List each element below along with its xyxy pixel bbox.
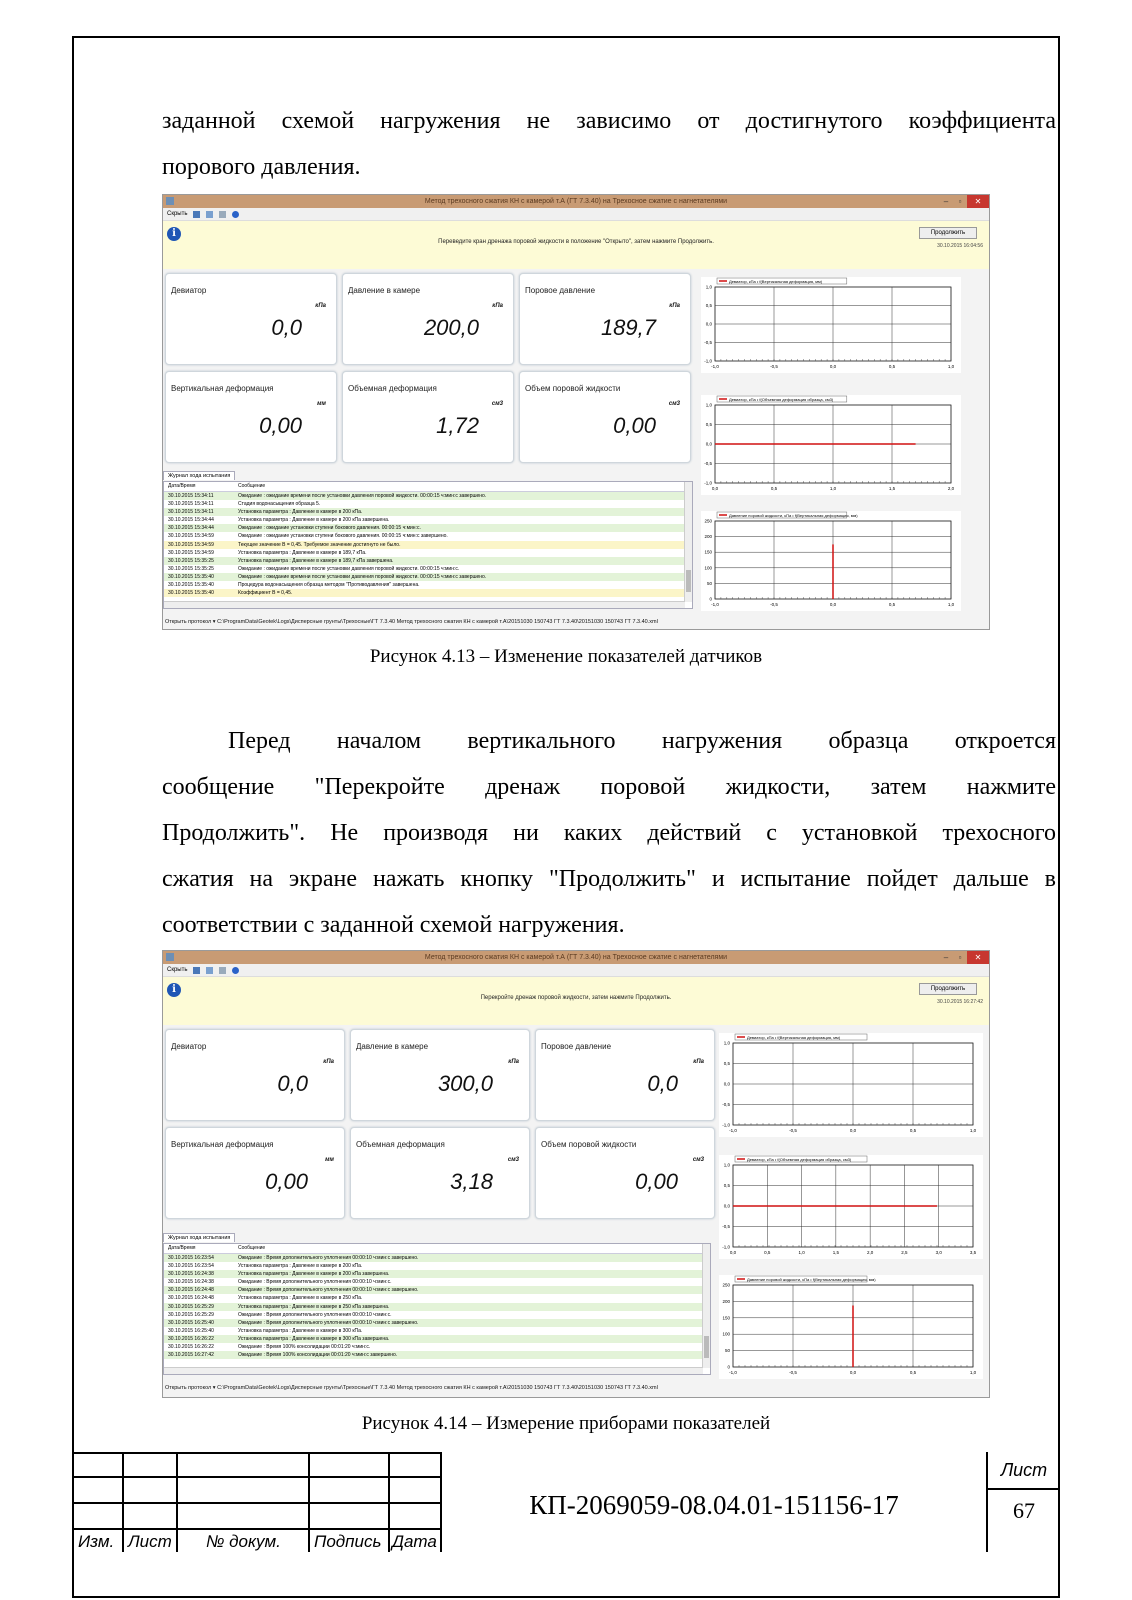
list-label: Лист — [128, 1532, 172, 1551]
message-time: 30.10.2015 16:04:56 — [937, 243, 983, 249]
event-log — [163, 481, 693, 609]
document-code: КП-2069059-08.04.01-151156-17 — [529, 1490, 899, 1520]
table-icon[interactable] — [206, 967, 213, 974]
window-titlebar — [163, 195, 989, 208]
message-bar — [163, 977, 989, 1025]
x-tick-label: -1,0 — [729, 1128, 737, 1133]
x-tick-label: 0,0 — [849, 1370, 857, 1375]
log-message: Установка параметра : Давление в камере в 250 кПа. — [238, 1295, 363, 1302]
log-row[interactable] — [164, 1303, 710, 1311]
sensor-unit: см3 — [491, 400, 503, 407]
sensor-unit: кПа — [315, 302, 326, 309]
log-date: 30.10.2015 15:34:44 — [168, 525, 214, 532]
x-tick-label: 0,0 — [829, 602, 837, 607]
log-date: 30.10.2015 15:35:40 — [168, 573, 214, 580]
chart-2 — [701, 395, 961, 495]
log-row[interactable] — [164, 524, 692, 532]
log-message: Установка параметра : Давление в камере в 189,7 кПа завершена. — [238, 557, 394, 564]
sensor-value: 0,0 — [277, 1070, 308, 1096]
log-message: Установка параметра : Давление в камере в 189,7 кПа. — [238, 549, 367, 556]
figure-1-screenshot — [162, 194, 990, 630]
hide-button[interactable]: Скрыть — [167, 967, 188, 973]
open-protocol-button[interactable]: Открыть протокол — [165, 1385, 212, 1391]
log-message: Установка параметра : Давление в камере в 200 кПа. — [238, 509, 363, 516]
log-date: 30.10.2015 16:25:29 — [168, 1311, 214, 1318]
log-message: Текущее значение В = 0,45. Требуемое значение достигнуто не было. — [238, 541, 401, 548]
sensor-label: Объем поровой жидкости — [541, 1140, 637, 1149]
y-tick-label: 100 — [704, 565, 712, 571]
sensor-label: Давление в камере — [356, 1042, 429, 1051]
log-date: 30.10.2015 16:25:40 — [168, 1319, 214, 1326]
log-row[interactable] — [164, 581, 692, 589]
x-tick-label: -1,0 — [729, 1370, 737, 1375]
log-message: Ожидание : ожидание времени после установки давления поровой жидкости. 00:00:15 ч:мин:с. — [238, 565, 460, 572]
log-row[interactable] — [164, 1351, 710, 1359]
sensor-tile — [535, 1029, 715, 1121]
log-row[interactable] — [164, 516, 692, 524]
log-row[interactable] — [164, 508, 692, 516]
log-date: 30.10.2015 15:34:11 — [168, 501, 214, 508]
log-message: Установка параметра : Давление в камере в 200 кПа завершена. — [238, 517, 390, 524]
sensor-unit: мм — [317, 400, 326, 407]
log-header — [164, 1244, 710, 1254]
log-date: 30.10.2015 16:27:42 — [168, 1352, 214, 1359]
log-scrollbar[interactable] — [684, 482, 692, 602]
chart-3 — [719, 1275, 983, 1379]
log-col-message: Сообщение — [238, 1245, 266, 1251]
x-tick-label: 2,0 — [947, 486, 955, 491]
sensor-label: Вертикальная деформация — [171, 384, 274, 393]
sensor-value: 0,00 — [635, 1168, 678, 1194]
log-row[interactable] — [164, 541, 692, 549]
table-icon[interactable] — [206, 211, 213, 218]
y-tick-label: 0 — [727, 1364, 730, 1370]
chart-svg — [701, 511, 961, 611]
y-tick-label: 0,0 — [705, 441, 712, 447]
y-tick-label: 50 — [724, 1348, 730, 1354]
sensor-value: 0,0 — [647, 1070, 678, 1096]
x-tick-label: -0,5 — [789, 1128, 797, 1133]
log-message: Ожидание : ожидание установки ступени бокового давления. 00:00:15 ч:мин:с завершено. — [238, 533, 448, 540]
toolbar — [163, 964, 989, 977]
log-date: 30.10.2015 15:34:59 — [168, 549, 214, 556]
title-block — [72, 1452, 1060, 1598]
y-tick-label: 1,0 — [723, 1162, 730, 1168]
text-line: порового давления. — [162, 154, 361, 180]
y-tick-label: 0,5 — [723, 1183, 730, 1188]
log-row[interactable] — [164, 1262, 710, 1270]
log-row[interactable] — [164, 1270, 710, 1278]
protocol-path-text: C:\ProgramData\Geotek\Logs\Дисперсные грунты\Трехосные\ГТ 7.3.40 Метод трехосного сжатия КН с камерой т.А\20151030 150743 ГТ 7.3.40\20151030 150743 ГТ 7.3.40.xml — [217, 619, 658, 625]
log-message: Стадия водонасыщения образца 5. — [238, 501, 321, 508]
legend-text: Давление поровой жидкости, кПа • f(Вертикальная деформация, мм) — [747, 1277, 876, 1282]
log-date: 30.10.2015 16:24:38 — [168, 1271, 214, 1278]
open-protocol-button[interactable]: Открыть протокол — [165, 619, 212, 625]
log-row[interactable] — [164, 549, 692, 557]
paragraph-1 — [162, 98, 1056, 190]
log-date: 30.10.2015 15:34:59 — [168, 533, 214, 540]
log-date: 30.10.2015 15:34:11 — [168, 493, 214, 499]
sensor-unit: кПа — [693, 1058, 704, 1065]
text-line: Продолжить". Не производя ни каких действий с установкой трехосного — [162, 820, 1056, 846]
log-date: 30.10.2015 16:24:48 — [168, 1287, 214, 1294]
message-text: Перекройте дренаж поровой жидкости, затем нажмите Продолжить. — [480, 995, 672, 1001]
log-row[interactable] — [164, 1319, 710, 1327]
log-message: Установка параметра : Давление в камере в 300 кПа. — [238, 1327, 363, 1334]
log-col-message: Сообщение — [238, 483, 266, 489]
sensor-value: 0,00 — [613, 412, 656, 438]
sensor-label: Девиатор — [171, 1042, 207, 1051]
sensor-unit: см3 — [507, 1156, 519, 1163]
sensor-value: 189,7 — [600, 314, 656, 340]
log-date: 30.10.2015 16:24:48 — [168, 1295, 214, 1302]
log-row[interactable] — [164, 1335, 710, 1343]
caption-2: Рисунок 4.14 – Измерение приборами показателей — [361, 1413, 771, 1434]
info-icon: i — [167, 983, 181, 997]
log-message: Ожидание : ожидание времени после установки давления поровой жидкости. 00:00:15 ч:мин:с завершено. — [238, 573, 487, 580]
log-date: 30.10.2015 16:23:54 — [168, 1255, 214, 1261]
log-message: Ожидание : Время 100% консолидации 00:01:20 ч:мин:с. — [238, 1344, 371, 1351]
protocol-path-text: C:\ProgramData\Geotek\Logs\Дисперсные грунты\Трехосные\ГТ 7.3.40 Метод трехосного сжатия КН с камерой т.А\20151030 150743 ГТ 7.3.40\20151030 150743 ГТ 7.3.40.xml — [217, 1385, 658, 1391]
x-tick-label: 3,0 — [935, 1250, 942, 1255]
x-tick-label: 0,0 — [711, 486, 719, 491]
y-tick-label: 1,0 — [705, 284, 712, 290]
log-row[interactable] — [164, 1254, 710, 1262]
log-row[interactable] — [164, 1311, 710, 1319]
log-row[interactable] — [164, 492, 692, 500]
log-header — [164, 482, 692, 492]
chart-3 — [701, 511, 961, 611]
x-tick-label: 1,0 — [969, 1128, 977, 1133]
log-message: Ожидание : Время дополнительного уплотнения 00:00:10 ч:мин:с. — [238, 1279, 392, 1286]
x-tick-label: 1,0 — [829, 486, 837, 491]
x-tick-label: 2,0 — [867, 1250, 874, 1255]
y-tick-label: -0,5 — [722, 1102, 730, 1107]
sensor-label: Поровое давление — [541, 1042, 612, 1051]
log-message: Ожидание : ожидание времени после установки давления поровой жидкости. 00:00:15 ч:мин:с завершено. — [238, 493, 487, 499]
hide-button[interactable]: Скрыть — [167, 211, 188, 217]
y-tick-label: -0,5 — [722, 1224, 730, 1229]
y-tick-label: 150 — [704, 549, 712, 555]
x-tick-label: 1,5 — [832, 1250, 839, 1255]
y-tick-label: -0,5 — [704, 461, 712, 466]
sensor-tile — [342, 273, 514, 365]
log-date: 30.10.2015 16:25:29 — [168, 1303, 214, 1310]
x-tick-label: 0,5 — [770, 486, 778, 491]
sheet-number: 67 — [1013, 1498, 1035, 1523]
y-tick-label: 200 — [704, 534, 712, 540]
print-icon[interactable] — [219, 967, 226, 974]
figure-2-screenshot — [162, 950, 990, 1398]
x-tick-label: 0,5 — [764, 1250, 771, 1255]
x-tick-label: 0,0 — [729, 1250, 737, 1255]
print-icon[interactable] — [219, 211, 226, 218]
text-line: сообщение "Перекройте дренаж поровой жидкости, затем нажмите — [162, 774, 1056, 800]
sensor-unit: мм — [325, 1156, 334, 1163]
log-col-date: Дата/Время — [168, 1245, 196, 1251]
log-row[interactable] — [164, 1278, 710, 1286]
y-tick-label: 0,0 — [723, 1203, 730, 1209]
log-row[interactable] — [164, 532, 692, 540]
event-log — [163, 1243, 711, 1375]
sensor-tile — [519, 273, 691, 365]
y-tick-label: -1,0 — [704, 480, 712, 486]
log-row[interactable] — [164, 565, 692, 573]
sensor-value: 0,00 — [265, 1168, 308, 1194]
maximize-icon[interactable]: ▫ — [958, 953, 962, 962]
sensor-unit: см3 — [668, 400, 680, 407]
log-hscrollbar[interactable] — [164, 1367, 703, 1374]
log-date: 30.10.2015 16:23:54 — [168, 1263, 214, 1270]
sensor-value: 3,18 — [450, 1168, 493, 1194]
message-text: Переведите кран дренажа поровой жидкости в положение "Открыто", затем нажмите Продолжить. — [438, 239, 714, 245]
log-date: 30.10.2015 15:35:40 — [168, 590, 214, 597]
y-tick-label: 0,0 — [705, 321, 712, 327]
legend-text: Давление поровой жидкости, кПа • f(Вертикальная деформация, мм) — [729, 513, 858, 518]
log-row[interactable] — [164, 1343, 710, 1351]
sensor-tile — [165, 1127, 345, 1219]
y-tick-label: 0,5 — [705, 303, 712, 308]
app-icon — [166, 197, 174, 205]
log-scrollbar[interactable] — [702, 1244, 710, 1368]
protocol-path: Открыть протокол ▾ C:\ProgramData\Geotek\Logs\Дисперсные грунты\Трехосные\ГТ 7.3.40 Метод трехосного сжатия КН с камерой т.А\20151030 150743 ГТ 7.3.40\20151030 150743 ГТ 7.3.40.xml — [165, 1385, 658, 1391]
protocol-path: Открыть протокол ▾ C:\ProgramData\Geotek\Logs\Дисперсные грунты\Трехосные\ГТ 7.3.40 Метод трехосного сжатия КН с камерой т.А\20151030 150743 ГТ 7.3.40\20151030 150743 ГТ 7.3.40.xml — [165, 619, 658, 625]
help-icon[interactable] — [232, 211, 239, 218]
sensor-label: Поровое давление — [525, 286, 596, 295]
log-date: 30.10.2015 15:34:44 — [168, 517, 214, 524]
x-tick-label: 1,0 — [947, 602, 955, 607]
sensor-unit: кПа — [323, 1058, 334, 1065]
sensor-label: Вертикальная деформация — [171, 1140, 274, 1149]
y-tick-label: -0,5 — [704, 340, 712, 345]
log-date: 30.10.2015 16:26:22 — [168, 1335, 214, 1342]
y-tick-label: 0,5 — [723, 1061, 730, 1066]
x-tick-label: 1,5 — [888, 486, 896, 491]
caption-1: Рисунок 4.13 – Изменение показателей датчиков — [369, 646, 763, 667]
log-message: Ожидание : Время 100% консолидации 00:01:20 ч:мин:с завершено. — [238, 1352, 398, 1359]
sensor-value: 0,0 — [271, 314, 302, 340]
log-date: 30.10.2015 16:26:22 — [168, 1344, 214, 1351]
y-tick-label: -1,0 — [704, 358, 712, 364]
chart-svg — [701, 277, 961, 373]
close-icon[interactable]: ✕ — [967, 195, 989, 208]
y-tick-label: 0 — [709, 596, 712, 602]
chart-svg — [719, 1155, 983, 1259]
log-date: 30.10.2015 15:35:25 — [168, 565, 214, 572]
save-icon[interactable] — [193, 967, 200, 974]
log-message: Коэффициент В = 0,45. — [238, 590, 293, 597]
x-tick-label: -1,0 — [711, 602, 719, 607]
x-tick-label: 0,5 — [909, 1370, 917, 1375]
text-line: соответствии с заданной схемой нагружения. — [162, 912, 625, 938]
sensor-tile — [342, 371, 514, 463]
x-tick-label: 1,0 — [947, 364, 955, 369]
text-line: Перед началом вертикального нагружения образца откроется — [228, 728, 1056, 754]
sensor-label: Объем поровой жидкости — [525, 384, 621, 393]
log-tab[interactable]: Журнал хода испытания — [163, 1233, 235, 1242]
log-row[interactable] — [164, 1294, 710, 1302]
izm-label: Изм. — [78, 1532, 115, 1551]
text-line: заданной схемой нагружения не зависимо от достигнутого коэффициента — [162, 108, 1056, 134]
window-titlebar — [163, 951, 989, 964]
continue-button[interactable]: Продолжить — [919, 983, 977, 995]
y-tick-label: 250 — [722, 1282, 730, 1288]
log-date: 30.10.2015 15:34:11 — [168, 509, 214, 516]
sensor-unit: кПа — [669, 302, 680, 309]
y-tick-label: 150 — [722, 1315, 730, 1321]
sensor-unit: кПа — [492, 302, 503, 309]
y-tick-label: -1,0 — [722, 1244, 730, 1250]
close-icon[interactable]: ✕ — [967, 951, 989, 964]
sensor-unit: кПа — [508, 1058, 519, 1065]
minimize-icon[interactable]: – — [943, 197, 949, 206]
x-tick-label: 1,0 — [798, 1250, 805, 1255]
x-tick-label: -0,5 — [770, 364, 778, 369]
x-tick-label: -1,0 — [711, 364, 719, 369]
help-icon[interactable] — [232, 967, 239, 974]
log-message: Установка параметра : Давление в камере в 200 кПа завершена. — [238, 1271, 390, 1278]
log-row[interactable] — [164, 1327, 710, 1335]
y-tick-label: 250 — [704, 518, 712, 524]
log-message: Ожидание : Время дополнительного уплотнения 00:00:10 ч:мин:с. — [238, 1311, 392, 1318]
log-row[interactable] — [164, 557, 692, 565]
sensor-label: Давление в камере — [348, 286, 421, 295]
minimize-icon[interactable]: – — [943, 953, 949, 962]
message-bar — [163, 221, 989, 269]
sensor-tile — [165, 371, 337, 463]
sensor-label: Объемная деформация — [356, 1140, 445, 1149]
save-icon[interactable] — [193, 211, 200, 218]
data-label: Дата — [392, 1532, 437, 1551]
toolbar — [163, 208, 989, 221]
x-tick-label: -0,5 — [770, 602, 778, 607]
y-tick-label: 200 — [722, 1298, 730, 1304]
log-row[interactable] — [164, 573, 692, 581]
y-tick-label: 100 — [722, 1331, 730, 1337]
chart-svg — [719, 1033, 983, 1137]
y-tick-label: 50 — [706, 580, 712, 586]
log-message: Установка параметра : Давление в камере в 250 кПа завершена. — [238, 1303, 390, 1310]
paragraph-2 — [162, 718, 1056, 948]
info-icon: i — [167, 227, 181, 241]
message-time: 30.10.2015 16:27:42 — [937, 999, 983, 1005]
x-tick-label: 3,5 — [969, 1250, 977, 1255]
log-message: Процедура водонасыщения образца методом "Противодавления" завершена. — [238, 582, 420, 589]
log-message: Ожидание : Время дополнительного уплотнения 00:00:10 ч:мин:с завершено. — [238, 1319, 419, 1326]
maximize-icon[interactable]: ▫ — [958, 197, 962, 206]
log-row[interactable] — [164, 589, 692, 597]
x-tick-label: 0,5 — [909, 1128, 917, 1133]
log-date: 30.10.2015 16:24:38 — [168, 1279, 214, 1286]
sensor-tile — [519, 371, 691, 463]
log-message: Установка параметра : Давление в камере в 300 кПа завершена. — [238, 1335, 390, 1342]
y-tick-label: -1,0 — [722, 1122, 730, 1128]
sensor-value: 200,0 — [423, 314, 479, 340]
log-row[interactable] — [164, 500, 692, 508]
sheet-label: Лист — [1000, 1460, 1048, 1480]
sensor-tile — [535, 1127, 715, 1219]
sensor-tile — [350, 1127, 530, 1219]
x-tick-label: 1,0 — [969, 1370, 977, 1375]
window-title: Метод трехосного сжатия КН с камерой т.А (ГТ 7.3.40) на Трехосное сжатие с нагнетателями — [424, 198, 728, 205]
continue-button[interactable]: Продолжить — [919, 227, 977, 239]
sensor-value: 0,00 — [259, 412, 302, 438]
text-line: сжатия на экране нажать кнопку "Продолжить" и испытание пойдет дальше в — [162, 866, 1056, 892]
y-tick-label: 0,0 — [723, 1081, 730, 1087]
chart-1 — [701, 277, 961, 373]
chart-1 — [719, 1033, 983, 1137]
chart-svg — [701, 395, 961, 495]
window-title: Метод трехосного сжатия КН с камерой т.А (ГТ 7.3.40) на Трехосное сжатие с нагнетателями — [424, 954, 728, 961]
chart-svg — [719, 1275, 983, 1379]
legend-text: Девиатор, кПа • f(Объемная деформация образца, см3) — [729, 397, 834, 402]
log-date: 30.10.2015 15:35:25 — [168, 557, 214, 564]
sensor-tile — [165, 273, 337, 365]
sensor-label: Объемная деформация — [348, 384, 437, 393]
log-col-date: Дата/Время — [168, 483, 196, 489]
log-date: 30.10.2015 15:35:40 — [168, 582, 214, 589]
sensor-unit: см3 — [692, 1156, 704, 1163]
log-date: 30.10.2015 16:25:40 — [168, 1327, 214, 1334]
x-tick-label: 0,0 — [849, 1128, 857, 1133]
sensor-tile — [165, 1029, 345, 1121]
log-row[interactable] — [164, 1286, 710, 1294]
x-tick-label: 0,5 — [888, 602, 896, 607]
log-tab[interactable]: Журнал хода испытания — [163, 471, 235, 480]
legend-text: Девиатор, кПа • f(Вертикальная деформация, мм) — [729, 279, 823, 284]
podpis-label: Подпись — [314, 1532, 382, 1551]
app-icon — [166, 953, 174, 961]
sensor-label: Девиатор — [171, 286, 207, 295]
sensor-value: 300,0 — [437, 1070, 493, 1096]
y-tick-label: 1,0 — [723, 1040, 730, 1046]
y-tick-label: 1,0 — [705, 402, 712, 408]
x-tick-label: -0,5 — [789, 1370, 797, 1375]
log-message: Установка параметра : Давление в камере в 200 кПа. — [238, 1263, 363, 1270]
legend-text: Девиатор, кПа • f(Вертикальная деформация, мм) — [747, 1035, 841, 1040]
x-tick-label: 0,5 — [888, 364, 896, 369]
x-tick-label: 0,0 — [829, 364, 837, 369]
y-tick-label: 0,5 — [705, 422, 712, 427]
dokum-label: № докум. — [206, 1532, 281, 1551]
x-tick-label: 2,5 — [901, 1250, 908, 1255]
log-message: Ожидание : Время дополнительного уплотнения 00:00:10 ч:мин:с завершено. — [238, 1255, 419, 1261]
chart-2 — [719, 1155, 983, 1259]
log-date: 30.10.2015 15:34:59 — [168, 541, 214, 548]
log-message: Ожидание : Время дополнительного уплотнения 00:00:10 ч:мин:с завершено. — [238, 1287, 419, 1294]
sensor-tile — [350, 1029, 530, 1121]
log-message: Ожидание : ожидание установки ступени бокового давления. 00:00:15 ч:мин:с. — [238, 525, 421, 532]
legend-text: Девиатор, кПа • f(Объемная деформация образца, см3) — [747, 1157, 852, 1162]
sensor-value: 1,72 — [436, 412, 479, 438]
log-hscrollbar[interactable] — [164, 601, 685, 608]
